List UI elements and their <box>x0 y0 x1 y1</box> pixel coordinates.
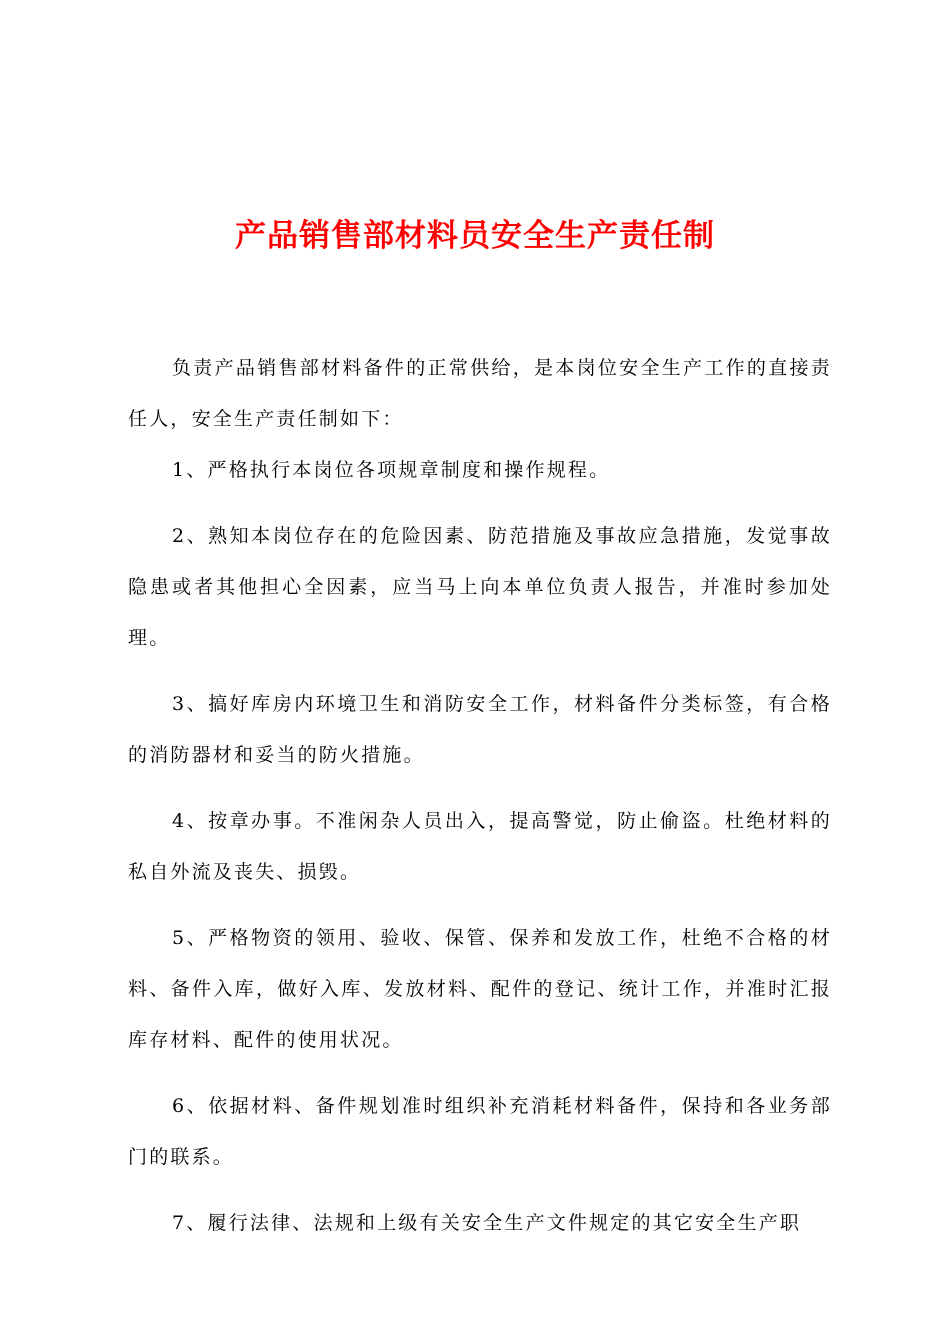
clause-2: 2、熟知本岗位存在的危险因素、防范措施及事故应急措施，发觉事故隐患或者其他担心全因素，应当马上向本单位负责人报告，并准时参加处理。 <box>128 525 832 649</box>
clause-3: 3、搞好库房内环境卫生和消防安全工作，材料备件分类标签，有合格的消防器材和妥当的防火措施。 <box>128 693 832 766</box>
clause-1: 1、严格执行本岗位各项规章制度和操作规程。 <box>172 459 611 481</box>
document-body <box>128 343 832 1264</box>
clause-4: 4、按章办事。不准闲杂人员出入，提高警觉，防止偷盗。杜绝材料的私自外流及丧失、损毁。 <box>128 810 832 883</box>
document-title: 产品销售部材料员安全生产责任制 <box>235 218 715 254</box>
clause-6: 6、依据材料、备件规划准时组织补充消耗材料备件，保持和各业务部门的联系。 <box>128 1095 832 1168</box>
clause-5: 5、严格物资的领用、验收、保管、保养和发放工作，杜绝不合格的材料、备件入库，做好入库、发放材料、配件的登记、统计工作，并准时汇报库存材料、配件的使用状况。 <box>128 927 832 1051</box>
intro-paragraph: 负责产品销售部材料备件的正常供给，是本岗位安全生产工作的直接责任人，安全生产责任制如下： <box>128 357 832 430</box>
clause-7: 7、履行法律、法规和上级有关安全生产文件规定的其它安全生产职 <box>172 1212 802 1234</box>
